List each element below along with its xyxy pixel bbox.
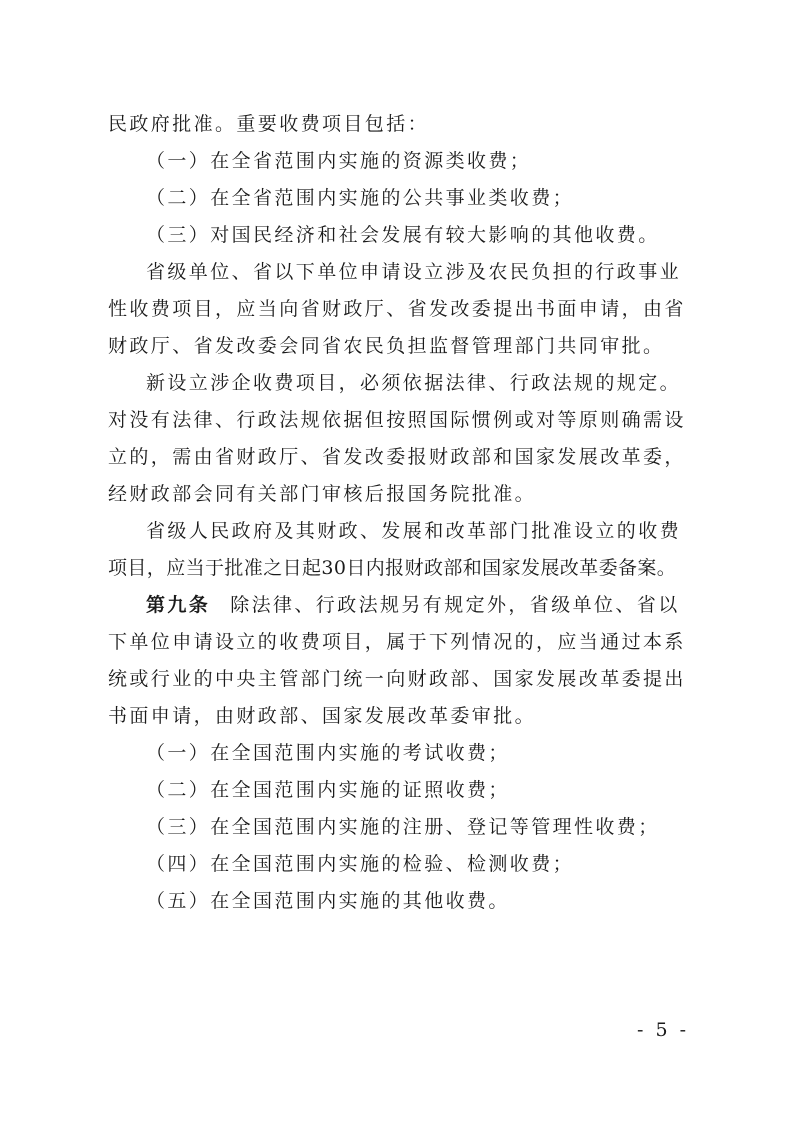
paragraph-start: 省级人民政府及其财政、发展和改革部门批准设立的收费: [146, 520, 682, 542]
list-item: （四）在全国范围内实施的检验、检测收费；: [146, 853, 575, 875]
article-text: 除法律、行政法规另有规定外，省级单位、省以: [230, 594, 680, 616]
page-number: - 5 -: [637, 1019, 690, 1041]
list-item: （二）在全省范围内实施的公共事业类收费；: [146, 187, 575, 209]
text-line: 立的，需由省财政厅、省发改委报财政部和国家发展改革委，: [108, 446, 686, 468]
text-line: 统或行业的中央主管部门统一向财政部、国家发展改革委提出: [108, 668, 686, 690]
text-line: 性收费项目，应当向省财政厅、省发改委提出书面申请，由省: [108, 298, 686, 320]
article-line: [146, 593, 688, 617]
list-item: （一）在全国范围内实施的考试收费；: [146, 742, 510, 764]
text-line: 项目，应当于批准之日起30日内报财政部和国家发展改革委备案。: [108, 557, 677, 579]
text-line: 经财政部会同有关部门审核后报国务院批准。: [108, 483, 537, 505]
paragraph-start: 省级单位、省以下单位申请设立涉及农民负担的行政事业: [146, 261, 682, 283]
list-item: （五）在全国范围内实施的其他收费。: [146, 890, 510, 912]
paragraph-start: 新设立涉企收费项目，必须依据法律、行政法规的规定。: [146, 372, 682, 394]
text-line: 对没有法律、行政法规依据但按照国际惯例或对等原则确需设: [108, 409, 686, 431]
text-line: 下单位申请设立的收费项目，属于下列情况的，应当通过本系: [108, 631, 686, 653]
text-line: 书面申请，由财政部、国家发展改革委审批。: [108, 705, 537, 727]
list-item: （三）在全国范围内实施的注册、登记等管理性收费；: [146, 816, 660, 838]
text-line: 财政厅、省发改委会同省农民负担监督管理部门共同审批。: [108, 335, 665, 357]
text-line: 民政府批准。重要收费项目包括：: [108, 113, 430, 135]
article-heading: 第九条: [146, 594, 211, 616]
list-item: （二）在全国范围内实施的证照收费；: [146, 779, 510, 801]
list-item: （一）在全省范围内实施的资源类收费；: [146, 150, 532, 172]
list-item: （三）对国民经济和社会发展有较大影响的其他收费。: [146, 224, 660, 246]
